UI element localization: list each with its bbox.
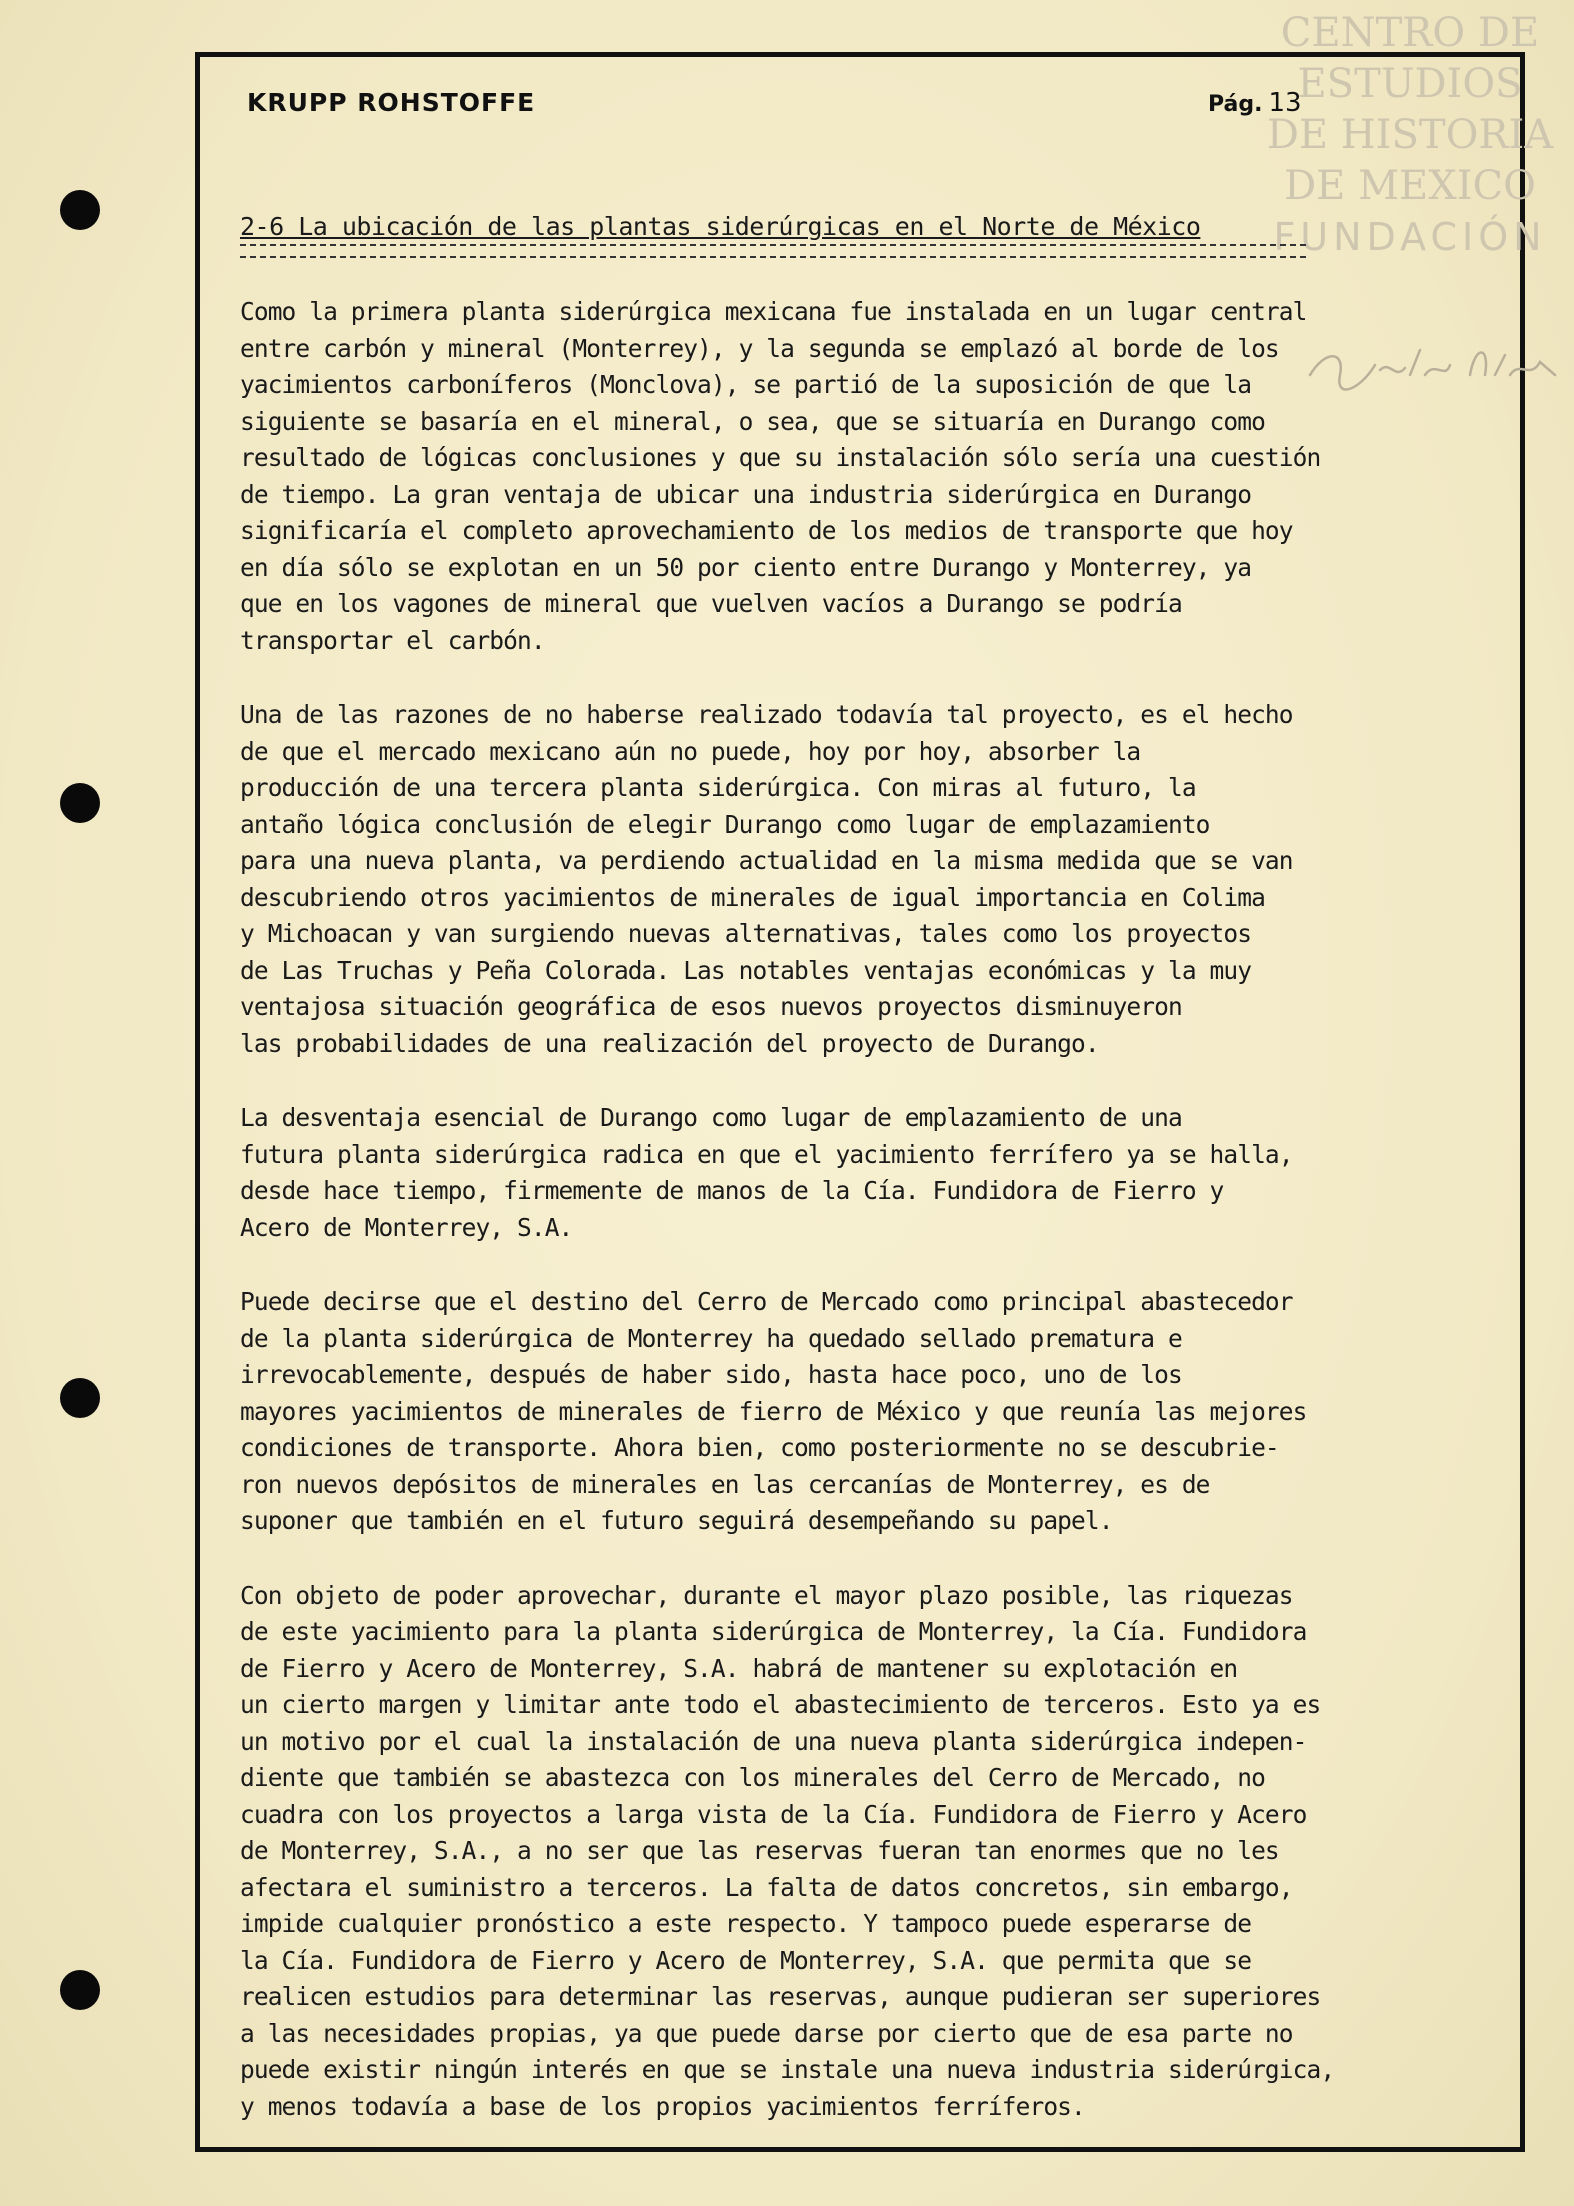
text-line: ron nuevos depósitos de minerales en las cercanías de Monterrey, es de (240, 1469, 1210, 1499)
text-line: cuadra con los proyectos a larga vista de la Cía. Fundidora de Fierro y Acero (240, 1799, 1307, 1829)
text-line: Como la primera planta siderúrgica mexicana fue instalada en un lugar central (240, 297, 1307, 326)
text-line: de Monterrey, S.A., a no ser que las reservas fueran tan enormes que no les (240, 1836, 1279, 1865)
stamp-foundation: FUNDACIÓN (1273, 215, 1547, 259)
text-line: Acero de Monterrey, S.A. (240, 1212, 573, 1242)
text-line: y Michoacan y van surgiendo nuevas alternativas, tales como los proyectos (240, 919, 1252, 948)
text-line: antaño lógica conclusión de elegir Durango como lugar de emplazamiento (240, 809, 1210, 839)
text-line: irrevocablemente, después de haber sido, hasta hace poco, uno de los (240, 1360, 1182, 1389)
text-line: descubriendo otros yacimientos de minerales de igual importancia en Colima (240, 882, 1265, 912)
text-line: siguiente se basaría en el mineral, o sea, que se situaría en Durango como (240, 406, 1265, 436)
text-line: impide cualquier pronóstico a este respecto. Y tampoco puede esperarse de (240, 1909, 1252, 1938)
text-line: producción de una tercera planta siderúrgica. Con miras al futuro, la (240, 773, 1196, 802)
text-line: futura planta siderúrgica radica en que el yacimiento ferrífero ya se halla, (240, 1139, 1293, 1169)
text-line: mayores yacimientos de minerales de fierro de México y que reunía las mejores (240, 1396, 1307, 1426)
text-line: significaría el completo aprovechamiento de los medios de transporte que hoy (240, 516, 1293, 545)
text-line: resultado de lógicas conclusiones y que su instalación sólo sería una cuestión (240, 443, 1321, 472)
page-number-value: 13 (1268, 88, 1302, 118)
paragraph (240, 294, 1510, 659)
text-line: y menos todavía a base de los propios yacimientos ferríferos. (240, 2091, 1085, 2121)
text-line: condiciones de transporte. Ahora bien, como posteriormente no se descubrie- (240, 1433, 1279, 1462)
text-line: desde hace tiempo, firmemente de manos de la Cía. Fundidora de Fierro y (240, 1176, 1224, 1205)
company-header: KRUPP ROHSTOFFE (247, 88, 536, 117)
page-label: Pág. (1208, 92, 1263, 117)
paragraph-list (240, 294, 1510, 2125)
text-line: de Fierro y Acero de Monterrey, S.A. habrá de mantener su explotación en (240, 1653, 1238, 1683)
text-line: Con objeto de poder aprovechar, durante el mayor plazo posible, las riquezas (240, 1580, 1293, 1610)
text-line: las probabilidades de una realización del proyecto de Durango. (240, 1028, 1099, 1058)
text-line: un motivo por el cual la instalación de una nueva planta siderúrgica indepen- (240, 1726, 1307, 1756)
text-line: realicen estudios para determinar las reservas, aunque pudieran ser superiores (240, 1982, 1321, 2011)
text-line: puede existir ningún interés en que se instale una nueva industria siderúrgica, (240, 2055, 1335, 2084)
binder-hole (60, 1378, 100, 1418)
text-line: entre carbón y mineral (Monterrey), y la segunda se emplazó al borde de los (240, 333, 1279, 363)
stamp-line: CENTRO DE (1280, 10, 1540, 56)
binder-hole (60, 1970, 100, 2010)
section-heading: 2-6 La ubicación de las plantas siderúrgicas en el Norte de México (240, 212, 1201, 241)
text-line: afectara el suministro a terceros. La falta de datos concretos, sin embargo, (240, 1872, 1293, 1902)
text-line: suponer que también en el futuro seguirá desempeñando su papel. (240, 1506, 1113, 1535)
text-line: Una de las razones de no haberse realizado todavía tal proyecto, es el hecho (240, 700, 1293, 729)
binder-hole (60, 783, 100, 823)
text-line: yacimientos carboníferos (Monclova), se partió de la suposición de que la (240, 370, 1252, 399)
text-line: un cierto margen y limitar ante todo el abastecimiento de terceros. Esto ya es (240, 1690, 1321, 1719)
text-line: a las necesidades propias, ya que puede darse por cierto que de esa parte no (240, 2018, 1293, 2048)
paragraph (240, 1100, 1510, 1246)
text-line: de que el mercado mexicano aún no puede, hoy por hoy, absorber la (240, 736, 1141, 766)
stamp-line: DE MEXICO (1284, 163, 1536, 209)
text-line: que en los vagones de mineral que vuelven vacíos a Durango se podría (240, 589, 1182, 618)
heading-double-rule (240, 244, 1306, 258)
text-line: en día sólo se explotan en un 50 por ciento entre Durango y Monterrey, ya (240, 552, 1252, 582)
text-line: transportar el carbón. (240, 625, 545, 655)
stamp-line: ESTUDIOS (1297, 61, 1523, 107)
paragraph (240, 697, 1510, 1062)
text-line: ventajosa situación geográfica de esos nuevos proyectos disminuyeron (240, 992, 1182, 1021)
text-line: de tiempo. La gran ventaja de ubicar una industria siderúrgica en Durango (240, 479, 1252, 509)
text-line: de este yacimiento para la planta siderúrgica de Monterrey, la Cía. Fundidora (240, 1617, 1307, 1646)
paragraph (240, 1578, 1510, 2126)
binder-hole (60, 190, 100, 230)
text-line: diente que también se abastezca con los minerales del Cerro de Mercado, no (240, 1763, 1265, 1792)
text-line: la Cía. Fundidora de Fierro y Acero de Monterrey, S.A. que permita que se (240, 1945, 1252, 1975)
text-line: de la planta siderúrgica de Monterrey ha quedado sellado prematura e (240, 1323, 1182, 1353)
text-line: para una nueva planta, va perdiendo actualidad en la misma medida que se van (240, 846, 1293, 875)
document-body (240, 212, 1510, 2125)
text-line: de Las Truchas y Peña Colorada. Las notables ventajas económicas y la muy (240, 955, 1252, 985)
paragraph (240, 1284, 1510, 1540)
text-line: La desventaja esencial de Durango como lugar de emplazamiento de una (240, 1103, 1182, 1132)
text-line: Puede decirse que el destino del Cerro de Mercado como principal abastecedor (240, 1287, 1293, 1316)
stamp-line: DE HISTORIA (1266, 112, 1554, 158)
